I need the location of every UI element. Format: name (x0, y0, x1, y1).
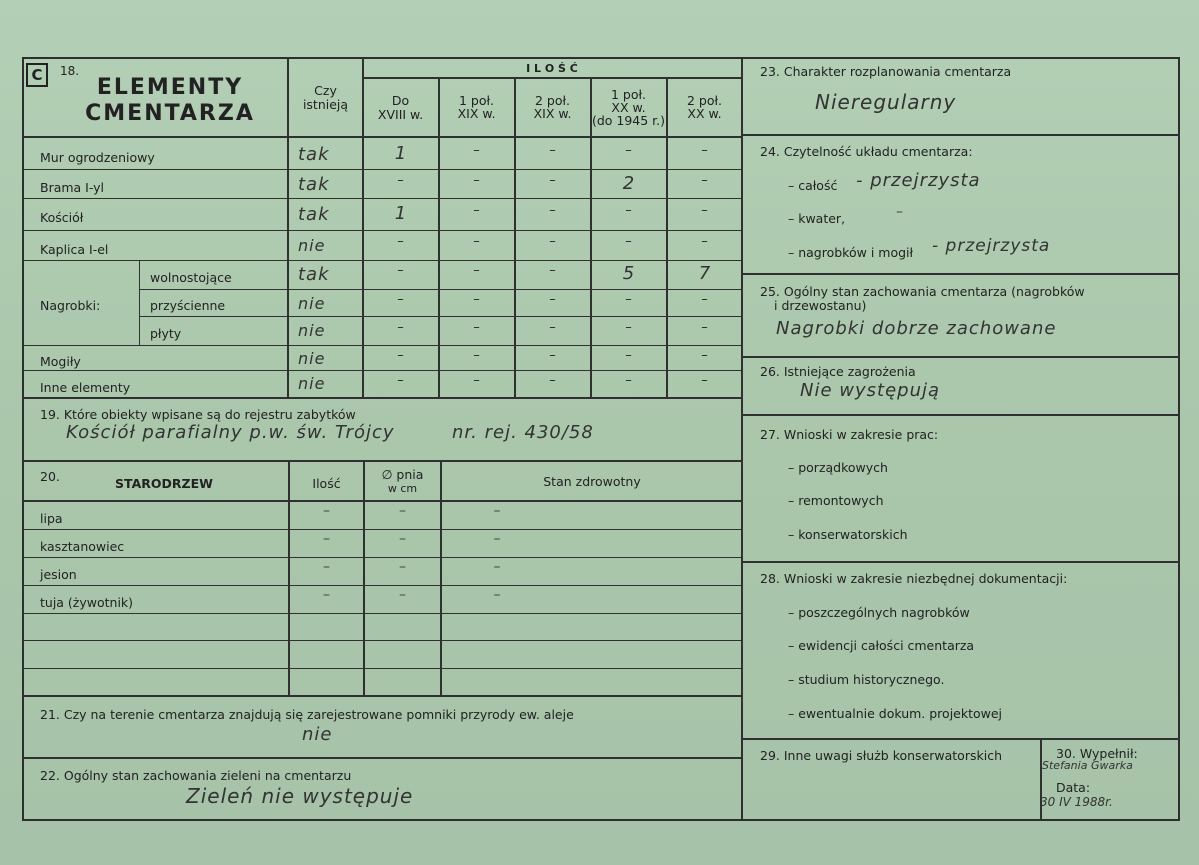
tree-jesion: jesion (40, 567, 77, 582)
q24-nagrobkow: – nagrobków i mogił (788, 245, 914, 260)
q24-calosc: – całość (788, 178, 838, 193)
row-label-plyty: płyty (150, 326, 182, 341)
value-cell: – (625, 203, 632, 218)
value-cell: – (397, 320, 404, 335)
exists-brama: tak (298, 174, 330, 195)
value-cell: – (473, 320, 480, 335)
q21-answer: nie (302, 724, 333, 745)
divider (22, 757, 742, 759)
q28-item: – ewidencji całości cmentarza (788, 638, 975, 653)
q20-title: STARODRZEW (115, 476, 213, 491)
divider (22, 136, 742, 138)
divider (22, 557, 742, 558)
value-cell: 1 (394, 203, 407, 224)
divider (22, 500, 742, 502)
divider (22, 345, 742, 346)
divider (22, 695, 742, 697)
value-cell: – (473, 263, 480, 278)
q20-col-ilosc: Ilość (312, 476, 341, 491)
row-label-wolnostojace: wolnostojące (150, 270, 232, 285)
q20-number: 20. (40, 469, 60, 484)
value-cell: – (701, 292, 708, 307)
section-18-title-2: CMENTARZA (85, 101, 255, 126)
q24-label: 24. Czytelność układu cmentarza: (760, 144, 973, 159)
row-label-mur: Mur ogrodzeniowy (40, 150, 155, 165)
header-czy: Czy istnieją (302, 83, 349, 112)
row-label-kaplica: Kaplica I-el (40, 242, 109, 257)
header-ilosc: I L O Ś Ć (526, 62, 578, 75)
q27-item: – porządkowych (788, 460, 888, 475)
value-cell: 5 (622, 263, 635, 284)
q24-kwater-answer: – (896, 204, 903, 220)
divider (140, 289, 742, 290)
divider (22, 529, 742, 530)
value-cell: – (701, 143, 708, 158)
tree-cell-ilosc: – (323, 503, 330, 519)
row-label-przyscienne: przyścienne (150, 298, 226, 313)
tree-cell-pnia: – (399, 531, 406, 547)
q30-date: 30 IV 1988r. (1040, 795, 1113, 809)
header-col-1: Do XVIII w. (377, 93, 424, 122)
q22-answer: Zieleń nie występuje (186, 784, 414, 808)
divider (22, 585, 742, 586)
divider (22, 198, 742, 199)
value-cell: – (549, 203, 556, 218)
q30-date-label: Data: (1056, 780, 1091, 795)
divider (741, 57, 743, 821)
q27-item: – remontowych (788, 493, 884, 508)
divider (440, 460, 442, 696)
value-cell: – (549, 173, 556, 188)
q20-col-stan: Stan zdrowotny (543, 474, 641, 489)
divider (742, 738, 1180, 740)
exists-plyty: nie (298, 321, 326, 340)
exists-kaplica: nie (298, 236, 326, 255)
header-col-3: 2 poł. XIX w. (533, 93, 572, 121)
value-cell: – (473, 292, 480, 307)
tree-cell-pnia: – (399, 587, 406, 603)
value-cell: – (473, 203, 480, 218)
q28-item: – poszczególnych nagrobków (788, 605, 970, 620)
q22-label: 22. Ogólny stan zachowania zieleni na cmentarzu (40, 768, 352, 783)
value-cell: – (397, 348, 404, 363)
value-cell: – (625, 292, 632, 307)
value-cell: – (549, 373, 556, 388)
exists-mur: tak (298, 144, 330, 165)
q19-reg: nr. rej. 430/58 (452, 422, 594, 443)
exists-inne: nie (298, 374, 326, 393)
divider (22, 640, 742, 641)
section-18-title-1: ELEMENTY (96, 75, 244, 100)
row-label-kosciol: Kościół (40, 210, 84, 225)
value-cell: – (701, 234, 708, 249)
q26-answer: Nie występują (800, 380, 941, 401)
value-cell: – (625, 320, 632, 335)
row-label-mogily: Mogiły (40, 354, 81, 369)
q24-kwater: – kwater, (788, 211, 846, 226)
value-cell: – (549, 234, 556, 249)
tree-cell-stan: – (493, 503, 501, 519)
q27-label: 27. Wnioski w zakresie prac: (760, 427, 939, 442)
q26-label: 26. Istniejące zagrożenia (760, 364, 916, 379)
value-cell: – (549, 263, 556, 278)
value-cell: 7 (698, 263, 711, 284)
header-col-2: 1 poł. XIX w. (457, 93, 496, 121)
divider (22, 169, 742, 170)
exists-mogily: nie (298, 349, 326, 368)
divider (362, 77, 742, 79)
header-col-4: 1 poł. XX w. (do 1945 r.) (591, 87, 666, 128)
value-cell: – (549, 292, 556, 307)
header-col-5: 2 poł. XX w. (686, 93, 723, 121)
q28-item: – ewentualnie dokum. projektowej (788, 706, 1003, 721)
tree-lipa: lipa (40, 511, 63, 526)
value-cell: – (625, 348, 632, 363)
q24-calosc-answer: - przejrzysta (856, 170, 981, 191)
tree-cell-stan: – (493, 531, 501, 547)
value-cell: – (625, 143, 632, 158)
value-cell: – (625, 373, 632, 388)
divider (22, 613, 742, 614)
tree-cell-ilosc: – (323, 587, 330, 603)
tree-kasztanowiec: kasztanowiec (40, 539, 125, 554)
value-cell: 1 (394, 143, 407, 164)
row-label-brama: Brama I-yl (40, 180, 105, 195)
value-cell: – (397, 292, 404, 307)
tree-cell-stan: – (493, 587, 501, 603)
q30-label: 30. Wypełnił: (1056, 746, 1138, 761)
value-cell: – (397, 263, 404, 278)
value-cell: – (701, 348, 708, 363)
exists-kosciol: tak (298, 204, 330, 225)
row-label-nagrobki: Nagrobki: (40, 298, 101, 313)
divider (742, 356, 1180, 358)
divider (288, 460, 290, 696)
value-cell: – (625, 234, 632, 249)
divider (22, 230, 742, 231)
divider (742, 414, 1180, 416)
section-c-box: C (26, 63, 48, 87)
value-cell: – (701, 320, 708, 335)
q21-label: 21. Czy na terenie cmentarza znajdują się zarejestrowane pomniki przyrody ew. aleje (40, 707, 574, 722)
value-cell: – (397, 234, 404, 249)
divider (742, 134, 1180, 136)
q20-col-pnia: ∅ pnia w cm (381, 467, 424, 495)
tree-tuja: tuja (żywotnik) (40, 595, 134, 610)
exists-przyscienne: nie (298, 294, 326, 313)
value-cell: – (473, 143, 480, 158)
divider (139, 260, 140, 345)
section-18-number: 18. (60, 64, 80, 78)
q24-nagrobkow-answer: - przejrzysta (932, 236, 1051, 256)
tree-cell-ilosc: – (323, 559, 330, 575)
value-cell: – (549, 320, 556, 335)
value-cell: – (473, 373, 480, 388)
q25-answer: Nagrobki dobrze zachowane (776, 318, 1057, 339)
q28-label: 28. Wnioski w zakresie niezbędnej dokumentacji: (760, 571, 1068, 586)
divider (22, 370, 742, 371)
value-cell: – (473, 173, 480, 188)
value-cell: – (701, 173, 708, 188)
value-cell: – (549, 143, 556, 158)
value-cell: – (473, 348, 480, 363)
divider (22, 460, 742, 462)
divider (140, 316, 742, 317)
value-cell: – (701, 203, 708, 218)
value-cell: – (397, 173, 404, 188)
q29-label: 29. Inne uwagi służb konserwatorskich (760, 748, 1002, 763)
divider (22, 397, 742, 399)
q25-label: 25. Ogólny stan zachowania cmentarza (nagrobków i drzewostanu) (760, 284, 1085, 313)
q19-answer: Kościół parafialny p.w. św. Trójcy (66, 422, 395, 443)
q19-label: 19. Które obiekty wpisane są do rejestru zabytków (40, 407, 356, 422)
value-cell: – (701, 373, 708, 388)
value-cell: 2 (622, 173, 635, 194)
tree-cell-pnia: – (399, 503, 406, 519)
value-cell: – (473, 234, 480, 249)
divider (742, 561, 1180, 563)
value-cell: – (549, 348, 556, 363)
q23-label: 23. Charakter rozplanowania cmentarza (760, 64, 1012, 79)
divider (22, 260, 742, 261)
value-cell: – (397, 373, 404, 388)
q28-item: – studium historycznego. (788, 672, 945, 687)
tree-cell-stan: – (493, 559, 501, 575)
q27-item: – konserwatorskich (788, 527, 908, 542)
exists-wolnostojace: tak (298, 264, 330, 285)
divider (22, 668, 742, 669)
row-label-inne: Inne elementy (40, 380, 131, 395)
tree-cell-ilosc: – (323, 531, 330, 547)
divider (742, 273, 1180, 275)
q23-answer: Nieregularny (815, 90, 957, 114)
tree-cell-pnia: – (399, 559, 406, 575)
q30-name: Stefania Gwarka (1042, 759, 1133, 772)
